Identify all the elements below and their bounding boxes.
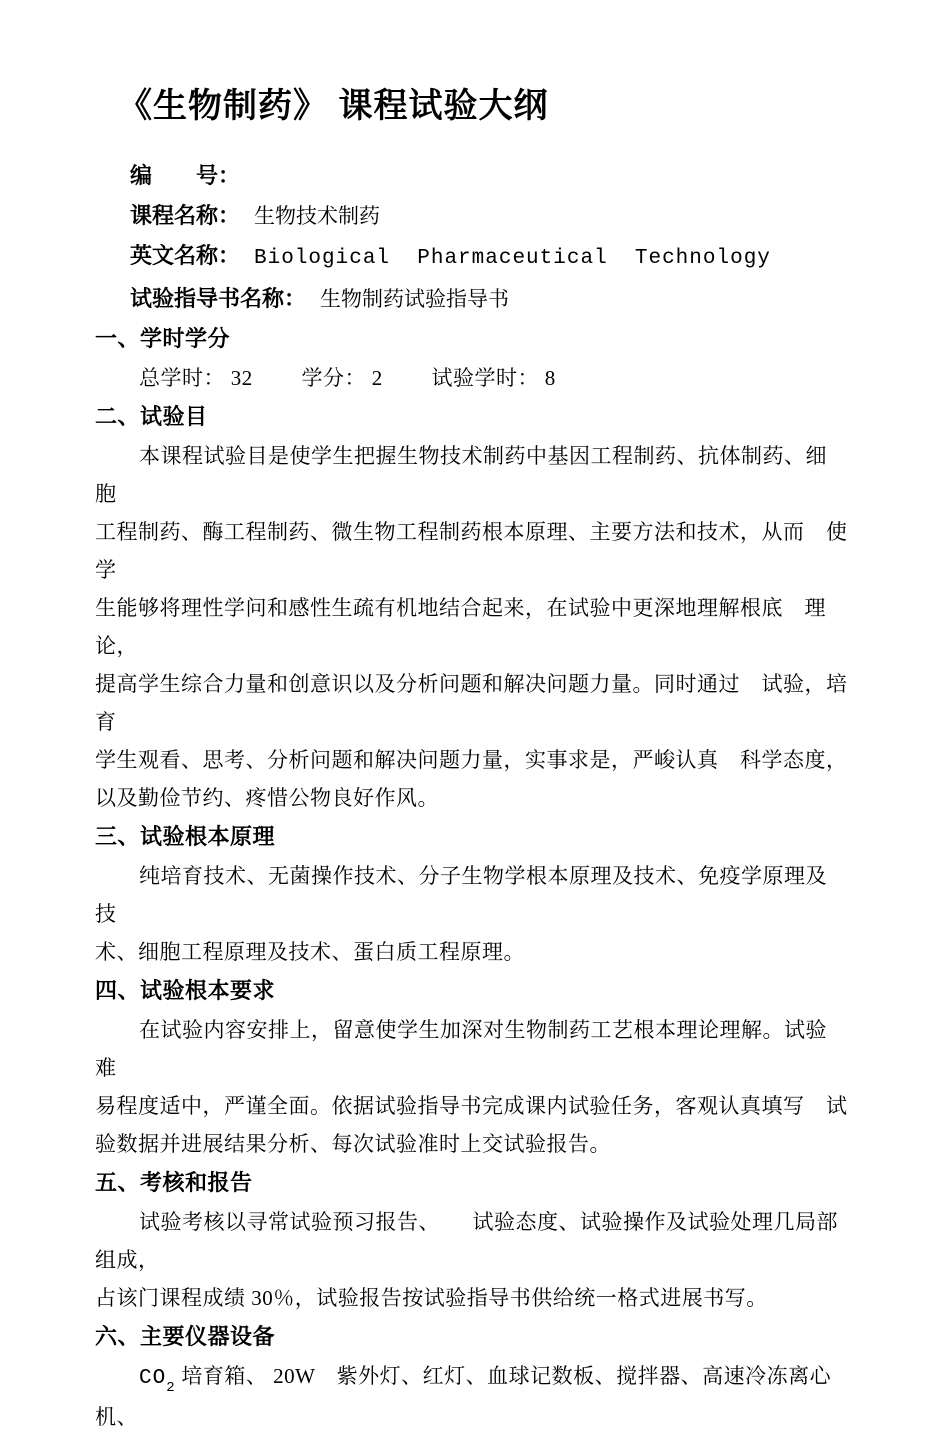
body-line: 验数据并进展结果分析、每次试验准时上交试验报告。: [95, 1132, 611, 1156]
meta-value-course-name: 生物技术制药: [254, 204, 381, 228]
section-heading-principles: 三、试验根本原理: [95, 824, 276, 849]
chemical-formula: CO: [139, 1367, 167, 1390]
section-principles: [95, 817, 858, 971]
section-requirements: [95, 971, 858, 1163]
body-line: 纯培育技术、无菌操作技术、分子生物学根本原理及技术、免疫学原理及 技: [95, 864, 849, 926]
meta-block: [130, 156, 858, 319]
section-equipment: [95, 1317, 858, 1436]
meta-row-number: [130, 156, 858, 196]
section-purpose: [95, 397, 858, 817]
body-line: 易程度适中，严谨全面。依据试验指导书完成课内试验任务，客观认真填写 试: [95, 1094, 848, 1118]
section-heading-purpose: 二、试验目: [95, 404, 208, 429]
body-line: 术、细胞工程原理及技术、蛋白质工程原理。: [95, 940, 525, 964]
equipment-list-text: 培育箱、 20W 紫外灯、红灯、血球记数板、搅拌器、高速冷冻离心机、: [95, 1364, 832, 1429]
chemical-formula-subscript: 2: [166, 1380, 176, 1396]
section-hours-credits: [95, 319, 858, 397]
body-line: 试验考核以寻常试验预习报告、 试验态度、试验操作及试验处理几局部组成，: [95, 1210, 838, 1272]
meta-label-course-name: 课程名称：: [130, 203, 241, 228]
body-line: 本课程试验目是使学生把握生物技术制药中基因工程制药、抗体制药、细 胞: [95, 444, 849, 506]
section-heading-hours-credits: 一、学时学分: [95, 326, 231, 351]
meta-label-english-name: 英文名称：: [130, 243, 241, 268]
body-line: 提高学生综合力量和创意识以及分析问题和解决问题力量。同时通过 试验，培育: [95, 672, 848, 734]
section-heading-assessment: 五、考核和报告: [95, 1170, 253, 1195]
section-assessment: [95, 1163, 858, 1317]
body-line: 总学时： 32 学分： 2 试验学时： 8: [139, 366, 556, 390]
meta-label-number: 编 号：: [130, 163, 241, 188]
section-heading-requirements: 四、试验根本要求: [95, 978, 276, 1003]
equipment-line: [95, 1357, 858, 1436]
section-heading-equipment: 六、主要仪器设备: [95, 1324, 276, 1349]
meta-row-course-name: [130, 196, 858, 236]
meta-label-manual-name: 试验指导书名称：: [130, 286, 307, 311]
meta-row-manual-name: [130, 279, 858, 319]
body-line: 学生观看、思考、分析问题和解决问题力量，实事求是，严峻认真 科学态度，: [95, 748, 848, 772]
body-line: 生能够将理性学问和感性生疏有机地结合起来，在试验中更深地理解根底 理论，: [95, 596, 826, 658]
body-line: 以及勤俭节约、疼惜公物良好作风。: [95, 786, 439, 810]
document-title: 《生物制药》 课程试验大纲: [118, 87, 549, 125]
body-line: 工程制药、酶工程制药、微生物工程制药根本原理、主要方法和技术，从而 使学: [95, 520, 848, 582]
body-line: 在试验内容安排上，留意使学生加深对生物制药工艺根本理论理解。试验 难: [95, 1018, 849, 1080]
meta-value-manual-name: 生物制药试验指导书: [320, 287, 510, 311]
meta-value-english-name: Biological Pharmaceutical Technology: [254, 247, 771, 270]
body-line: 占该门课程成绩 30％，试验报告按试验指导书供给统一格式进展书写。: [95, 1286, 768, 1310]
meta-row-english-name: [130, 236, 858, 279]
